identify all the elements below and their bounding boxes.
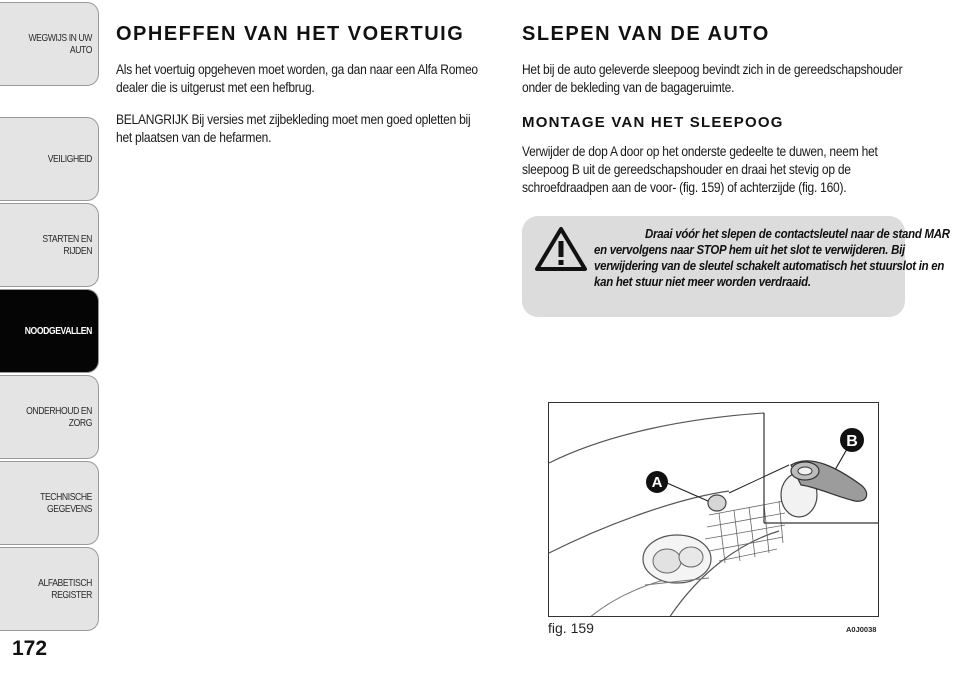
tab-noodgevallen[interactable]: NOODGEVALLEN bbox=[0, 289, 99, 373]
page-number: 172 bbox=[12, 637, 48, 660]
paragraph-opheffen-2: BELANGRIJK Bij versies met zijbekleding moet men goed opletten bij het plaatsen van de hefarmen. bbox=[116, 111, 471, 145]
label-a: A bbox=[651, 474, 663, 491]
warning-text: Draai vóór het slepen de contactsleutel naar de stand MAR en vervolgens naar STOP hem uit het slot te verwijderen. Bij verwijdering van de sleutel schakelt automatisch het stuurslot in en kan het stuur niet meer worden verdraaid. bbox=[594, 226, 950, 289]
figure-code: A0J0038 bbox=[846, 625, 877, 634]
tab-technische-gegevens[interactable]: TECHNISCHE GEGEVENS bbox=[0, 461, 99, 545]
paragraph-montage: Verwijder de dop A door op het onderste gedeelte te duwen, neem het sleepoog B uit de gereedschapshouder en draai het stevig op de schroefdraadpen aan de voor- (fig. 159) of achterzijde (fig. 160). bbox=[522, 143, 878, 195]
chapter-sidebar bbox=[0, 0, 100, 686]
fog-light bbox=[643, 535, 711, 585]
cap-a-shape bbox=[708, 495, 726, 511]
label-b: B bbox=[846, 433, 858, 450]
figure-caption: fig. 159 bbox=[548, 620, 594, 636]
tab-alfabetisch-register[interactable]: ALFABETISCH REGISTER bbox=[0, 547, 99, 631]
tow-eye-b bbox=[781, 461, 867, 517]
section-title-opheffen: OPHEFFEN VAN HET VOERTUIG bbox=[116, 23, 465, 45]
tab-wegwijs-in-uw-auto[interactable]: WEGWIJS IN UW AUTO bbox=[0, 2, 99, 86]
paragraph-opheffen-1: Als het voertuig opgeheven moet worden, ga dan naar een Alfa Romeo dealer die is uitgerust met een hefbrug. bbox=[116, 61, 478, 95]
warning-box bbox=[522, 216, 950, 317]
paragraph-slepen-1: Het bij de auto geleverde sleepoog bevindt zich in de gereedschapshouder onder de bekleding van de bagageruimte. bbox=[522, 61, 903, 95]
figure-illustration bbox=[549, 403, 879, 617]
section-title-slepen: SLEPEN VAN DE AUTO bbox=[522, 23, 770, 45]
figure-159 bbox=[548, 402, 879, 617]
subsection-title-montage: MONTAGE VAN HET SLEEPOOG bbox=[522, 114, 784, 131]
tab-onderhoud-en-zorg[interactable]: ONDERHOUD EN ZORG bbox=[0, 375, 99, 459]
tab-veiligheid[interactable]: VEILIGHEID bbox=[0, 117, 99, 201]
tab-starten-en-rijden[interactable]: STARTEN EN RIJDEN bbox=[0, 203, 99, 287]
